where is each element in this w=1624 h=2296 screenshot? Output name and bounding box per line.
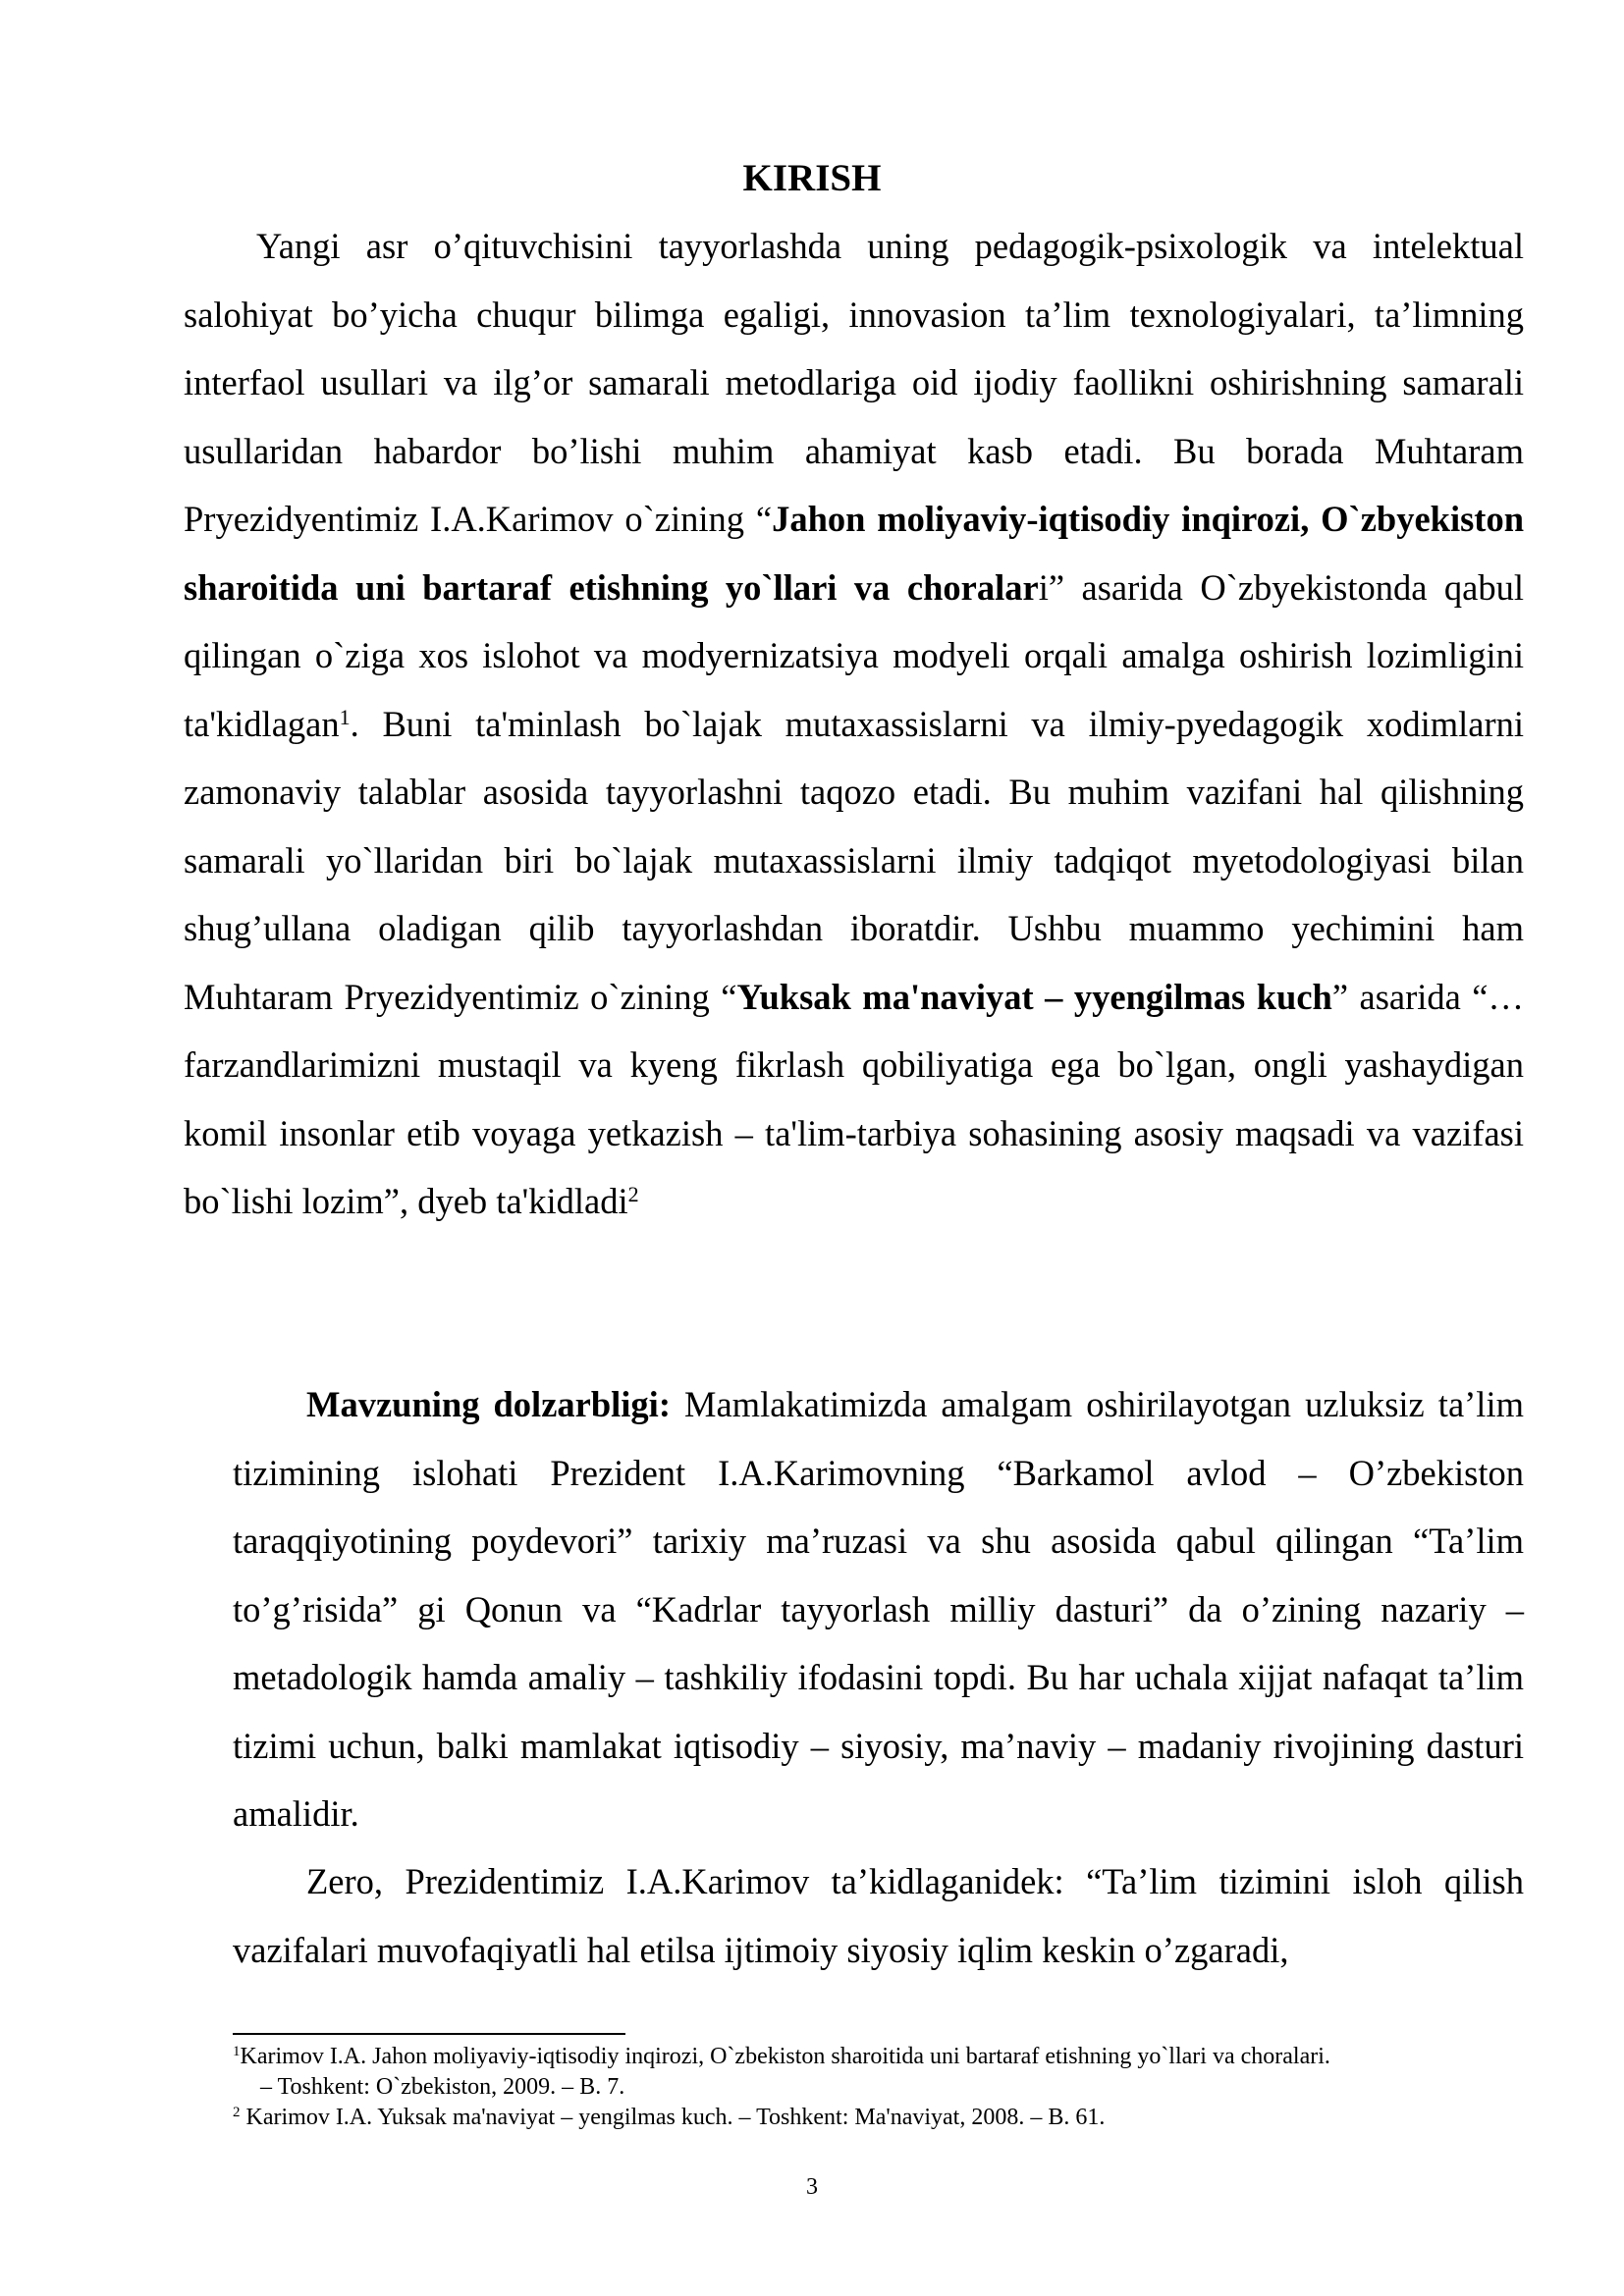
quote-paragraph: Zero, Prezidentimiz I.A.Karimov ta’kidlaganidek: “Ta’lim tizimini isloh qilish vazifalari muvofaqiyatli hal etilsa ijtimoiy siyosiy iqlim keskin o’zgaradi, (233, 1861, 1524, 1970)
page-number: 3 (806, 2174, 818, 2200)
text-run: . Buni ta'minlash bo`lajak mutaxassislarni va ilmiy-pyedagogik xodimlarni zamonaviy talablar asosida tayyorlashni taqozo etadi. Bu muhim vazifani hal qilishning samarali yo`llaridan biri bo`lajak mutaxassislarni ilmiy tadqiqot myetodologiyasi bilan shug’ullana oladigan qilib tayyorlashdan iboratdir. Ushbu muammo yechimini ham Muhtaram Pryezidyentimiz o`zining “ (184, 703, 1524, 1017)
footnote-ref-2[interactable]: 2 (627, 1182, 639, 1206)
bold-book-title: Yuksak ma'naviyat – yyengilmas kuch (736, 976, 1332, 1017)
footnote-mark: 1 (233, 2044, 241, 2059)
page-title: KIRISH (742, 157, 882, 199)
intro-paragraph (184, 212, 1524, 1236)
footnote-2 (233, 2103, 1524, 2133)
footnote-separator (233, 2033, 625, 2035)
footnote-1 (233, 2042, 1524, 2072)
text-run: Mamlakatimizda amalgam oshirilayotgan uzluksiz ta’lim tizimining islohati Prezident I.A.Karimovning “Barkamol avlod – O’zbekiston taraqqiyotining poydevori” tarixiy ma’ruzasi va shu asosida qabul qilingan “Ta’lim to’g’risida” gi Qonun va “Kadrlar tayyorlash milliy dasturi” da o’zining nazariy – metadologik hamda amaliy – tashkiliy ifodasini topdi. Bu har uchala xijjat nafaqat ta’lim tizimi uchun, balki mamlakat iqtisodiy – siyosiy, ma’naviy – madaniy rivojining dasturi amalidir. (233, 1384, 1524, 1834)
footnote-1-continuation: – Toshkent: O`zbekiston, 2009. – B. 7. (260, 2074, 625, 2100)
footnotes (233, 2042, 1524, 2133)
text-run: i” asarida O`zbyekistonda qabul qilingan o`ziga xos islohot va modyernizatsiya modyeli orqali amalga oshirish lozimligini ta'kidlagan (184, 566, 1524, 744)
footnote-ref-1[interactable]: 1 (339, 704, 351, 729)
footnote-text: Karimov I.A. Yuksak ma'naviyat – yengilmas kuch. – Toshkent: Ma'naviyat, 2008. – B. 61. (240, 2105, 1106, 2130)
footnote-text: Karimov I.A. Jahon moliyaviy-iqtisodiy inqirozi, O`zbekiston sharoitida uni bartaraf etishning yo`llari va choralari. (240, 2044, 1330, 2069)
relevance-paragraph (233, 1370, 1524, 1848)
bold-book-title: Jahon moliyaviy-iqtisodiy inqirozi, O`zbyekiston sharoitida uni bartaraf etishning yo`llari va choralar (184, 499, 1525, 608)
text-run: ” asarida “…farzandlarimizni mustaqil va kyeng fikrlash qobiliyatiga ega bo`lgan, ongli yashaydigan komil insonlar etib voyaga yetkazish – ta'lim-tarbiya sohasining asosiy maqsadi va vazifasi bo`lishi lozim”, dyeb ta'kidladi (184, 976, 1525, 1221)
relevance-heading: Mavzuning dolzarbligi: (306, 1384, 671, 1424)
footnote-mark: 2 (233, 2105, 241, 2120)
text-run: Yangi asr o’qituvchisini tayyorlashda uning pedagogik-psixologik va intelektual salohiyat bo’yicha chuqur bilimga egaligi, innovasion ta’lim texnologiyalari, ta’limning interfaol usullari va ilg’or samarali metodlariga oid ijodiy faollikni oshirishning samarali usullaridan habardor bo’lishi muhim ahamiyat kasb etadi. Bu borada Muhtaram Pryezidyentimiz I.A.Karimov o`zining “ (184, 226, 1524, 539)
